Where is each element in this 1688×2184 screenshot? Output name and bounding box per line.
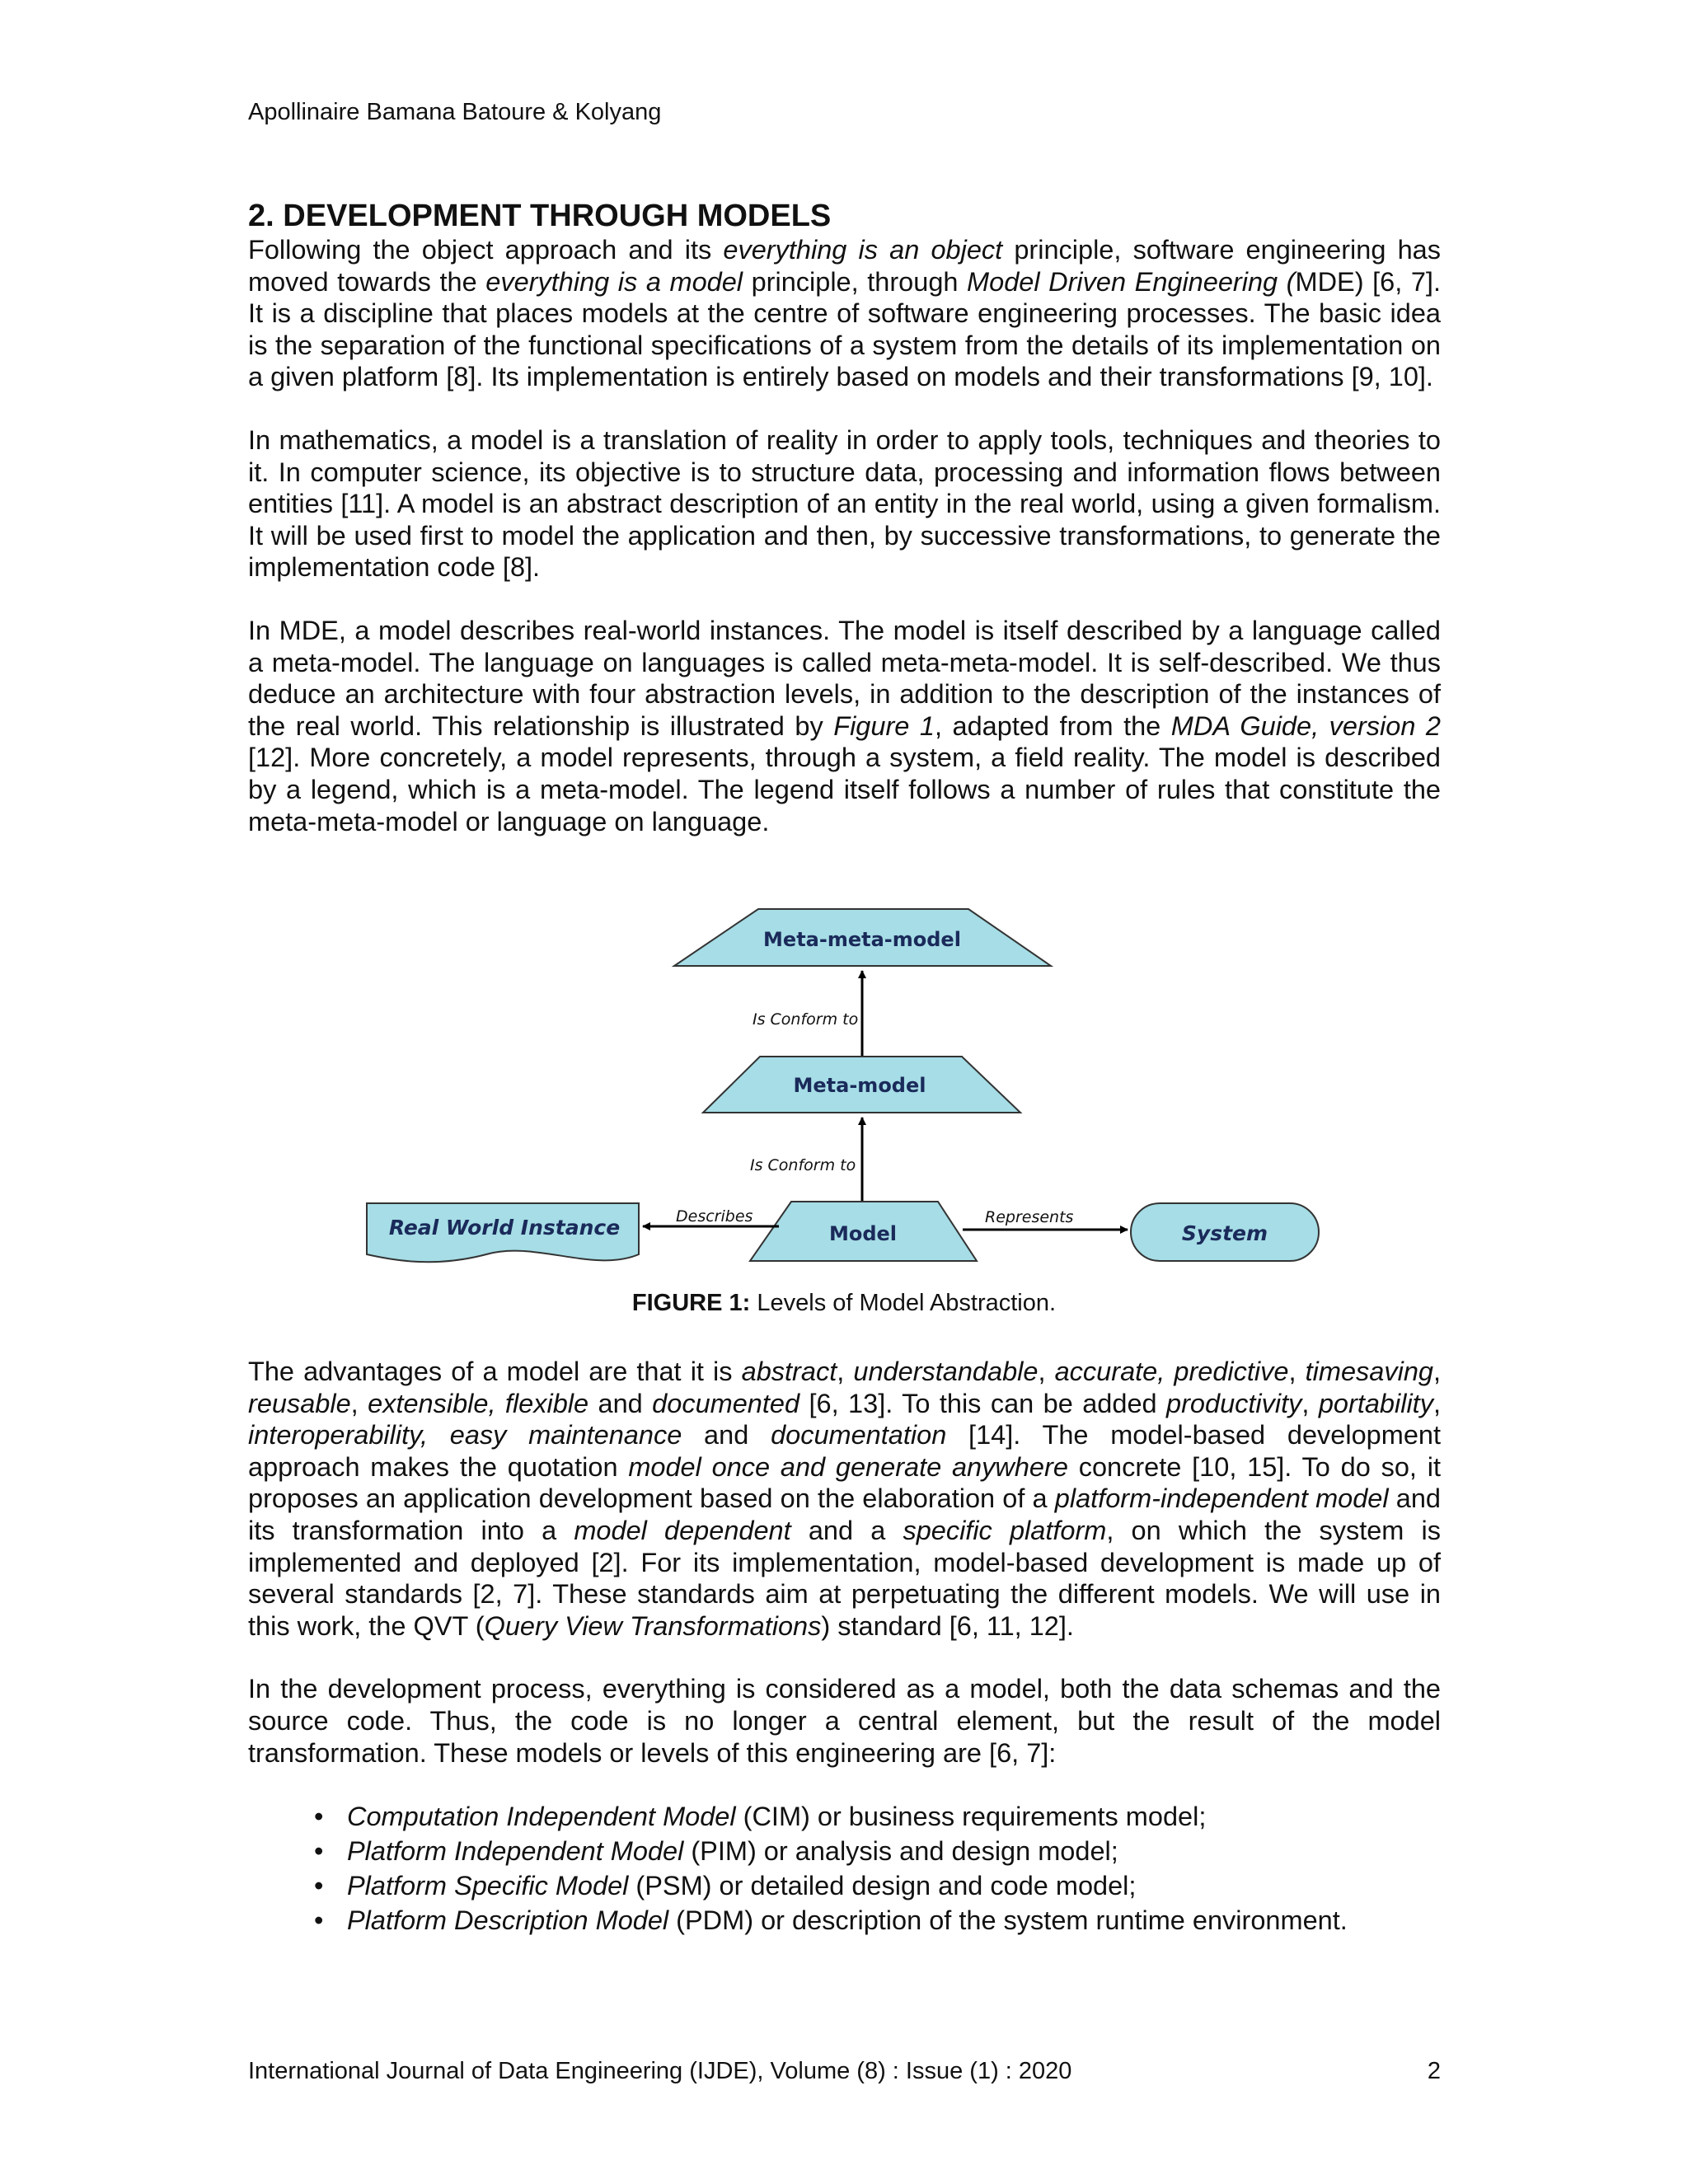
- text-run: portability: [1318, 1388, 1433, 1418]
- text-run: timesaving: [1305, 1357, 1433, 1386]
- text-run: ,: [1038, 1357, 1055, 1386]
- list-item-term: Platform Independent Model: [347, 1836, 684, 1867]
- caption-label: FIGURE 1:: [631, 1290, 751, 1316]
- running-header: Apollinaire Bamana Batoure & Kolyang: [248, 99, 662, 125]
- paragraph-4: [248, 1356, 1441, 1642]
- conform-label-upper: Is Conform to: [753, 1010, 859, 1029]
- conform-label-lower: Is Conform to: [750, 1156, 856, 1174]
- list-item-text: (PSM) or detailed design and code model;: [628, 1871, 1137, 1901]
- text-run: extensible, flexible: [368, 1388, 589, 1418]
- text-run: concrete [10, 15]. To do so, it proposes an application development based on the elaboration of a: [248, 1451, 1441, 1514]
- text-run: The advantages of a model are that it is: [248, 1357, 742, 1386]
- text-run: MDA Guide, version 2: [1170, 710, 1442, 741]
- text-run: [12]. More concretely, a model represents, through a system, a field reality. The model is described by a legend, which is a meta-model. The legend itself follows a number of rules that constitute the meta-meta-model or language on language.: [248, 743, 1441, 837]
- text-run: and: [682, 1420, 771, 1451]
- text-run: ,: [1288, 1357, 1306, 1386]
- text-run: platform-independent model: [1054, 1483, 1389, 1514]
- list-item-text: (PIM) or analysis and design model;: [683, 1836, 1118, 1867]
- real-world-instance-label: Real World Instance: [388, 1216, 621, 1240]
- list-item-text: (CIM) or business requirements model;: [735, 1802, 1207, 1832]
- list-item-term: Computation Independent Model: [347, 1802, 736, 1832]
- text-run: accurate, predictive: [1054, 1357, 1289, 1386]
- page-footer: [248, 2058, 1441, 2085]
- list-item-term: Platform Specific Model: [347, 1871, 629, 1901]
- text-run: [14]. The model-based development approach makes the quotation: [248, 1420, 1441, 1482]
- list-item: [347, 1904, 1441, 1937]
- text-run: Figure 1: [833, 710, 935, 741]
- text-run: Query View Transformations: [484, 1610, 822, 1641]
- text-run: ,: [837, 1357, 854, 1386]
- text-run: productivity: [1166, 1388, 1302, 1418]
- text-run: MDE) [6, 7]. It is a discipline that places models at the centre of software engineering processes. The basic idea is the separation of the functional specifications of a system from the details of its implementation on a given platform [8]. Its implementation is entirely based on models and their transformations [9, 10].: [248, 266, 1441, 392]
- figure-caption: [0, 1290, 1688, 1317]
- meta-meta-model-label: Meta-meta-model: [763, 928, 961, 951]
- text-run: model once and generate anywhere: [628, 1451, 1068, 1482]
- describes-label: Describes: [676, 1207, 753, 1226]
- page-number: 2: [1427, 2058, 1441, 2084]
- text-run: principle, through: [743, 266, 968, 297]
- journal-info: International Journal of Data Engineering (IJDE), Volume (8) : Issue (1) : 2020: [248, 2058, 1072, 2084]
- text-run: everything is an object: [723, 235, 1003, 265]
- text-run: [6, 13]. To this can be added: [799, 1388, 1167, 1418]
- list-item: [347, 1869, 1441, 1902]
- system-label: System: [1181, 1221, 1268, 1245]
- text-run: and a: [790, 1515, 903, 1545]
- text-run: specific platform: [903, 1515, 1107, 1545]
- text-run: ,: [1301, 1388, 1319, 1418]
- paragraph-5: In the development process, everything is considered as a model, both the data schemas and the source code. Thus, the code is no longer a central element, but the result of the model transformation. These models or levels of this engineering are [6, 7]:: [248, 1674, 1441, 1768]
- text-run: ,: [1432, 1388, 1441, 1418]
- text-run: reusable: [248, 1388, 351, 1418]
- body-lower: [248, 1356, 1441, 1938]
- text-run: , adapted from the: [934, 710, 1171, 741]
- list-item: [347, 1835, 1441, 1868]
- text-run: , on which the system is implemented and deployed [2]. For its implementation, model-based development is made up of several standards [2, 7]. These standards aim at perpetuating the different models. We will use in this work, the QVT (: [248, 1515, 1442, 1641]
- text-run: Following the object approach and its: [248, 235, 724, 265]
- model-levels-list: [248, 1800, 1441, 1937]
- model-label: Model: [828, 1222, 898, 1245]
- meta-model-label: Meta-model: [793, 1074, 926, 1097]
- text-run: everything is a model: [485, 266, 743, 297]
- text-run: model dependent: [574, 1515, 791, 1545]
- text-run: ,: [350, 1388, 368, 1418]
- text-run: and its transformation into a: [248, 1483, 1441, 1545]
- text-run: ) standard [6, 11, 12].: [821, 1610, 1074, 1641]
- list-item-term: Platform Description Model: [347, 1905, 669, 1936]
- text-run: Model Driven Engineering (: [967, 266, 1296, 297]
- paragraph-2: In mathematics, a model is a translation of reality in order to apply tools, techniques and theories to it. In computer science, its objective is to structure data, processing and information flows between entities [11]. A model is an abstract description of an entity in the real world, using a given formalism. It will be used first to model the application and then, by successive transformations, to generate the implementation code [8].: [248, 424, 1441, 583]
- text-run: ,: [1432, 1357, 1441, 1386]
- list-item-text: (PDM) or description of the system runtime environment.: [668, 1905, 1348, 1936]
- section-title: 2. DEVELOPMENT THROUGH MODELS: [248, 199, 832, 233]
- text-run: In MDE, a model describes real-world instances. The model is itself described by a language called a meta-model. The language on languages is called meta-meta-model. It is self-described. We thus deduce an architecture with four abstraction levels, in addition to the description of the instances of the real world. This relationship is illustrated by: [248, 615, 1441, 741]
- caption-text: Levels of Model Abstraction.: [750, 1290, 1057, 1316]
- represents-label: Represents: [985, 1208, 1074, 1226]
- text-run: interoperability, easy maintenance: [248, 1420, 682, 1451]
- text-run: principle, software engineering has moved towards the: [248, 235, 1441, 297]
- text-run: understandable: [853, 1357, 1039, 1386]
- text-run: documentation: [771, 1420, 947, 1451]
- text-run: documented: [652, 1388, 800, 1418]
- text-run: abstract: [741, 1357, 837, 1386]
- list-item: [347, 1800, 1441, 1833]
- text-run: and: [588, 1388, 653, 1418]
